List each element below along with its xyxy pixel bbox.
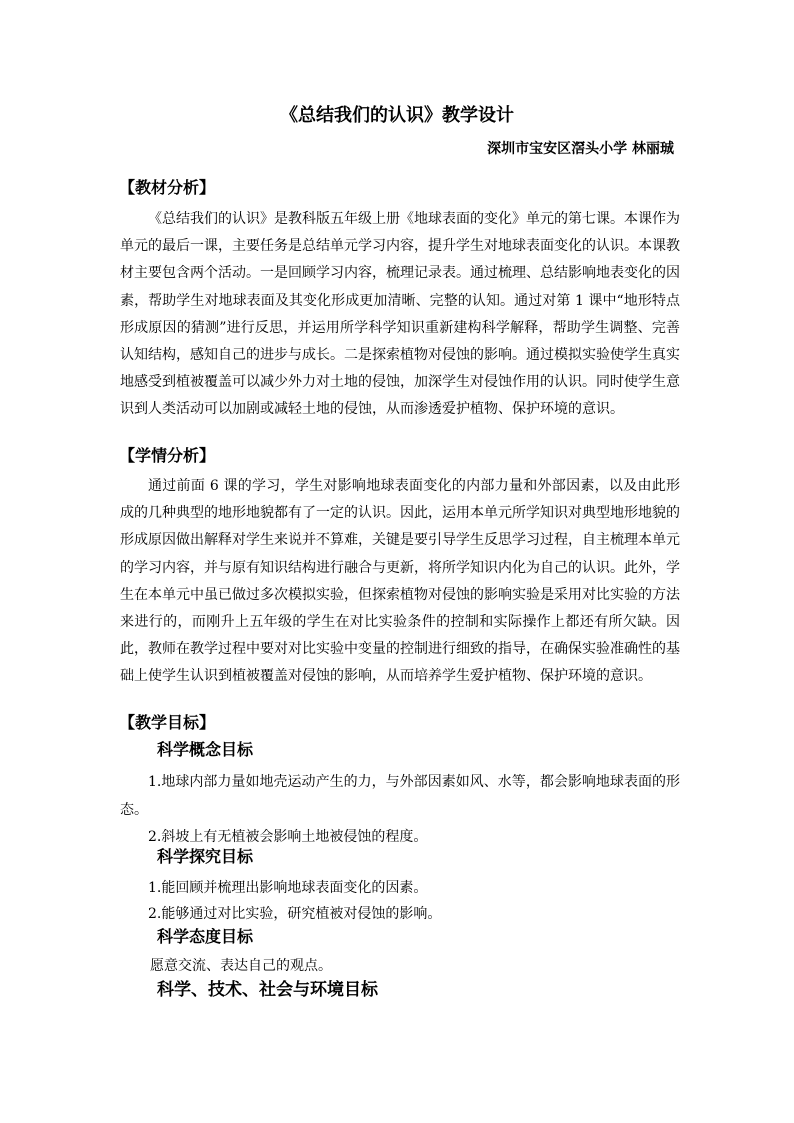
section-heading-goals: 【教学目标】 [119, 713, 216, 732]
student-analysis-paragraph: 通过前面 6 课的学习，学生对影响地球表面变化的内部力量和外部因素，以及由此形成的几种典型的地形地貌都有了一定的认识。因此，运用本单元所学知识对典型地形地貌的形成原因做出解释对学生来说并不算难，关键是要引导学生反思学习过程，自主梳理本单元的学习内容，并与原有知识结构进行融合与更新，将所学知识内化为自己的认识。此外，学生在本单元中虽已做过多次模拟实验，但探索植物对侵蚀的影响实验是采用对比实验的方法来进行的，而刚升上五年级的学生在对比实验条件的控制和实际操作上都还有所欠缺。因此，教师在教学过程中要对对比实验中变量的控制进行细致的指导，在确保实验准确性的基础上使学生认识到植被覆盖对侵蚀的影响，从而培养学生爱护植物、保护环境的意识。 [120, 478, 680, 685]
concept-goal-item: 1.地球内部力量如地壳运动产生的力，与外部因素如风、水等，都会影响地球表面的形态。 [120, 774, 680, 818]
section-heading-textbook: 【教材分析】 [119, 178, 216, 197]
attitude-goal-text: 愿意交流、表达自己的观点。 [150, 958, 332, 974]
document-title: 《总结我们的认识》教学设计 [280, 105, 514, 126]
textbook-analysis-paragraph: 《总结我们的认识》是教科版五年级上册《地球表面的变化》单元的第七课。本课作为单元的最后一课，主要任务是总结单元学习内容，提升学生对地球表面变化的认识。本课教材主要包含两个活动。一是回顾学习内容，梳理记录表。通过梳理、总结影响地表变化的因素，帮助学生对地球表面及其变化形成更加清晰、完整的认知。通过对第 1 课中“地形特点形成原因的猜测”进行反思，并运用所学科学知识重新建构科学解释，帮助学生调整、完善认知结构，感知自己的进步与成长。二是探索植物对侵蚀的影响。通过模拟实验使学生真实地感受到植被覆盖可以减少外力对土地的侵蚀，加深学生对侵蚀作用的认识。同时使学生意识到人类活动可以加剧或减轻土地的侵蚀，从而渗透爱护植物、保护环境的意识。 [120, 211, 680, 418]
inquiry-goal-item: 2.能够通过对比实验，研究植被对侵蚀的影响。 [148, 906, 442, 922]
author-line: 深圳市宝安区滘头小学 林丽珹 [487, 141, 674, 157]
inquiry-goal-item: 1.能回顾并梳理出影响地球表面变化的因素。 [148, 880, 428, 896]
attitude-goals-heading: 科学态度目标 [157, 927, 254, 946]
concept-goals-heading: 科学概念目标 [157, 740, 254, 759]
section-heading-students: 【学情分析】 [119, 446, 216, 465]
stse-goals-heading: 科学、技术、社会与环境目标 [157, 980, 378, 1000]
inquiry-goals-heading: 科学探究目标 [157, 847, 254, 866]
concept-goal-item: 2.斜坡上有无植被会影响土地被侵蚀的程度。 [148, 829, 428, 845]
